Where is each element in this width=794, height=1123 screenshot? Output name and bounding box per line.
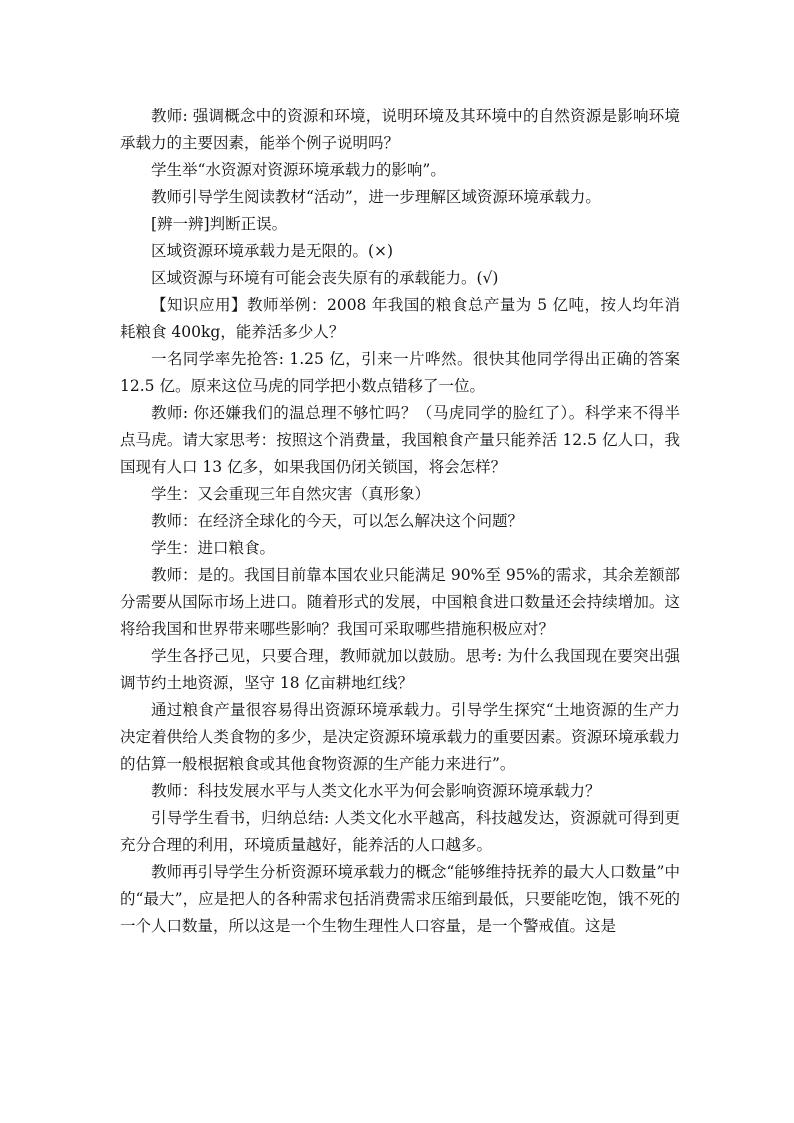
paragraph-teacher-globalization: 教师：在经济全球化的今天，可以怎么解决这个问题？: [151, 512, 524, 530]
paragraph-teacher-question: 教师: 你还嫌我们的温总理不够忙吗？（马虎同学的脸红了）。科学来不得半点马虎。请大家思考：按照这个消费量，我国粮食产量只能养活 12.5 亿人口，我国现有人口 13 亿多，如果我国仍闭关锁国，将会怎样？: [120, 404, 680, 476]
paragraph-knowledge-application: 【知识应用】教师举例：2008 年我国的粮食总产量为 5 亿吨，按人均年消耗粮食 400kg，能养活多少人？: [120, 296, 680, 341]
document-body: [120, 103, 680, 940]
paragraph-land-resources: 通过粮食产量很容易得出资源环境承载力。引导学生探究“土地资源的生产力决定着供给人类食物的多少，是决定资源环境承载力的重要因素。资源环境承载力的估算一般根据粮食或其他食物资源的生产能力来进行”。: [120, 701, 680, 773]
paragraph-teacher-technology: 教师：科技发展水平与人类文化水平为何会影响资源环境承载力？: [151, 782, 601, 800]
paragraph-student-answer: 一名同学率先抢答: 1.25 亿，引来一片哗然。很快其他同学得出正确的答案 12.5 亿。原来这位马虎的同学把小数点错移了一位。: [120, 350, 680, 395]
paragraph-judge-item-2: 区域资源与环境有可能会丧失原有的承载能力。(√): [151, 269, 499, 287]
paragraph-judge-item-1: 区域资源环境承载力是无限的。(×): [151, 242, 394, 260]
paragraph-student-reply-1: 学生：又会重现三年自然灾害（真形象）: [151, 485, 431, 503]
paragraph-student-example: 学生举“水资源对资源环境承载力的影响”。: [151, 161, 446, 179]
paragraph-teacher-emphasis: 教师: 强调概念中的资源和环境，说明环境及其环境中的自然资源是影响环境承载力的主要因素，能举个例子说明吗？: [120, 107, 680, 152]
paragraph-student-reply-2: 学生：进口粮食。: [151, 539, 276, 557]
paragraph-concept-analysis: 教师再引导学生分析资源环境承载力的概念“能够维持抚养的最大人口数量”中的“最大”，应是把人的各种需求包括消费需求压缩到最低，只要能吃饱，饿不死的一个人口数量，所以这是一个生物生理性人口容量，是一个警戒值。这是: [120, 863, 680, 935]
paragraph-judge-heading: [辨一辨]判断正误。: [151, 215, 288, 233]
paragraph-teacher-imports: 教师：是的。我国目前靠本国农业只能满足 90%至 95%的需求，其余差额部分需要从国际市场上进口。随着形式的发展，中国粮食进口数量还会持续增加。这将给我国和世界带来哪些影响？我国可采取哪些措施积极应对？: [120, 566, 680, 638]
paragraph-student-opinions: 学生各抒己见，只要合理，教师就加以鼓励。思考: 为什么我国现在要突出强调节约土地资源，坚守 18 亿亩耕地红线？: [120, 647, 680, 692]
paragraph-teacher-guides-reading: 教师引导学生阅读教材“活动”，进一步理解区域资源环境承载力。: [151, 188, 601, 206]
paragraph-summary: 引导学生看书，归纳总结: 人类文化水平越高，科技越发达，资源就可得到更充分合理的利用，环境质量越好，能养活的人口越多。: [120, 809, 680, 854]
